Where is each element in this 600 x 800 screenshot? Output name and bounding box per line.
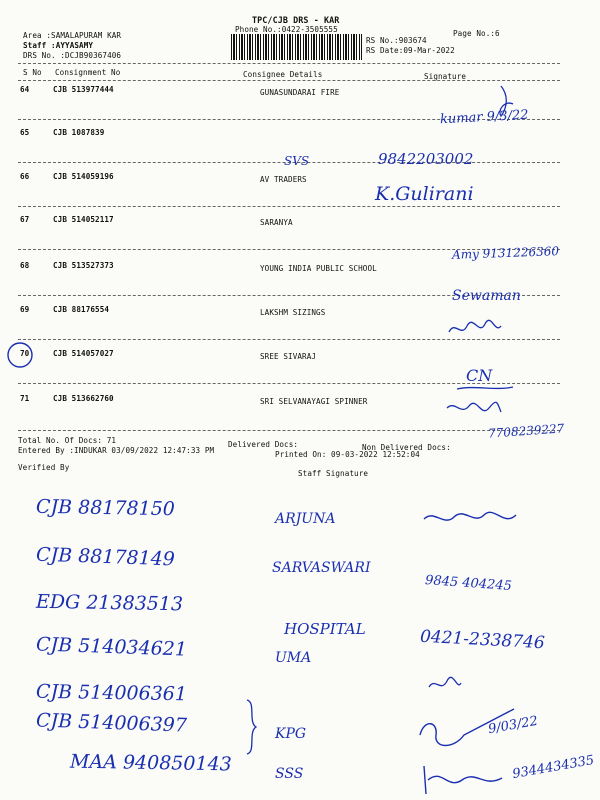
signature-scribble-icon [425,675,465,695]
handwritten-consignment: CJB 514006397 [35,709,188,737]
barcode-icon [231,34,362,60]
row-consignee: SRI SELVANAYAGI SPINNER [260,397,368,406]
row-sno: 68 [20,261,30,270]
signature-row-70: CN [466,366,493,385]
handwritten-phone: 0421-2338746 [419,626,546,654]
handwritten-name: SARVASWARI [272,560,371,576]
handwritten-phone-66: 9842203002 [378,150,474,168]
row-consignee: YOUNG INDIA PUBLIC SCHOOL [260,264,377,273]
col-sno: S No [23,68,42,77]
handwritten-consignment: CJB 88178149 [35,543,176,571]
row-sno: 69 [20,305,30,314]
underline-stroke-icon [455,383,515,393]
drs-number: DRS No. :DCJB90367406 [23,51,122,60]
rs-date: RS Date:09-Mar-2022 [366,46,455,55]
handwritten-svs: SVS [284,154,310,168]
handwritten-name: SSS [275,766,304,782]
row-consignment-no: CJB 514057027 [53,349,114,358]
printed-on: Printed On: 09-03-2022 12:52:04 [275,450,420,459]
handwritten-name: KPG [275,726,307,742]
signature-row-68: Amy 9131226360 [451,244,560,262]
handwritten-name: HOSPITAL [284,620,366,638]
divider [18,80,560,81]
row-divider [18,206,560,207]
brace-icon [244,698,260,756]
col-consignment: Consignment No [55,68,121,77]
circle-mark-icon [6,341,36,371]
row-sno: 64 [20,85,30,94]
staff-label: Staff :AYYASAMY [23,41,94,50]
delivered-docs: Delivered Docs: [228,440,299,449]
handwritten-consignment: MAA 940850143 [69,750,232,776]
col-signature: Signature [424,72,467,81]
rs-number: RS No.:903674 [366,36,427,45]
handwritten-consignment: CJB 88178150 [35,495,176,521]
handwritten-phone: 9/03/22 [487,713,540,738]
signature-scribble-icon [420,505,520,531]
non-delivered-docs: Non Delivered Docs: [362,443,451,452]
row-consignee: LAKSHM SIZINGS [260,308,326,317]
row-consignment-no: CJB 514059196 [53,172,114,181]
col-consignee: Consignee Details [243,70,323,79]
handwritten-consignment: CJB 514034621 [35,633,188,661]
signature-scribble-icon [418,760,508,796]
row-consignee: AV TRADERS [260,175,307,184]
row-sno: 71 [20,394,30,403]
page-number: Page No.:6 [453,29,500,38]
verified-by: Verified By [18,463,70,472]
row-consignment-no: CJB 514052117 [53,215,114,224]
row-consignment-no: CJB 513977444 [53,85,114,94]
handwritten-name: ARJUNA [275,511,336,527]
staff-signature-label: Staff Signature [298,469,369,478]
row-sno: 65 [20,128,30,137]
row-consignment-no: CJB 88176554 [53,305,110,314]
row-sno: 66 [20,172,30,181]
row-consignment-no: CJB 513662760 [53,394,114,403]
row-consignee: SARANYA [260,218,293,227]
signature-stroke-icon [495,82,525,122]
signature-scribble-icon [445,318,505,340]
signature-row-71: 7708239227 [487,421,565,441]
handwritten-consignment: CJB 514006361 [35,680,188,706]
signature-scribble-icon [443,398,503,422]
total-docs: Total No. Of Docs: 71 [18,436,117,445]
row-consignment-no: CJB 1087839 [53,128,105,137]
handwritten-consignment: EDG 21383513 [35,590,184,616]
handwritten-phone: 9845 404245 [424,572,513,595]
divider [18,430,560,431]
entered-by: Entered By :INDUKAR 03/09/2022 12:47:33 PM [18,446,215,455]
row-sno: 70 [20,349,30,358]
row-consignment-no: CJB 513527373 [53,261,114,270]
signature-row-69: Sewaman [452,288,521,304]
signature-row-64: kumar 9/3/22 [439,107,529,128]
row-consignee: GUNASUNDARAI FIRE [260,88,340,97]
divider [18,63,560,64]
handwritten-phone: 9344434335 [511,752,596,783]
row-sno: 67 [20,215,30,224]
signature-scribble-icon [414,705,524,755]
row-consignee: SREE SIVARAJ [260,352,317,361]
handwritten-name: UMA [275,650,312,666]
signature-row-66: K.Gulirani [375,183,474,205]
document-title: TPC/CJB DRS - KAR [252,15,340,25]
area-label: Area :SAMALAPURAM KAR [23,31,122,40]
phone-number: Phone No.:0422-3505555 [235,25,338,34]
